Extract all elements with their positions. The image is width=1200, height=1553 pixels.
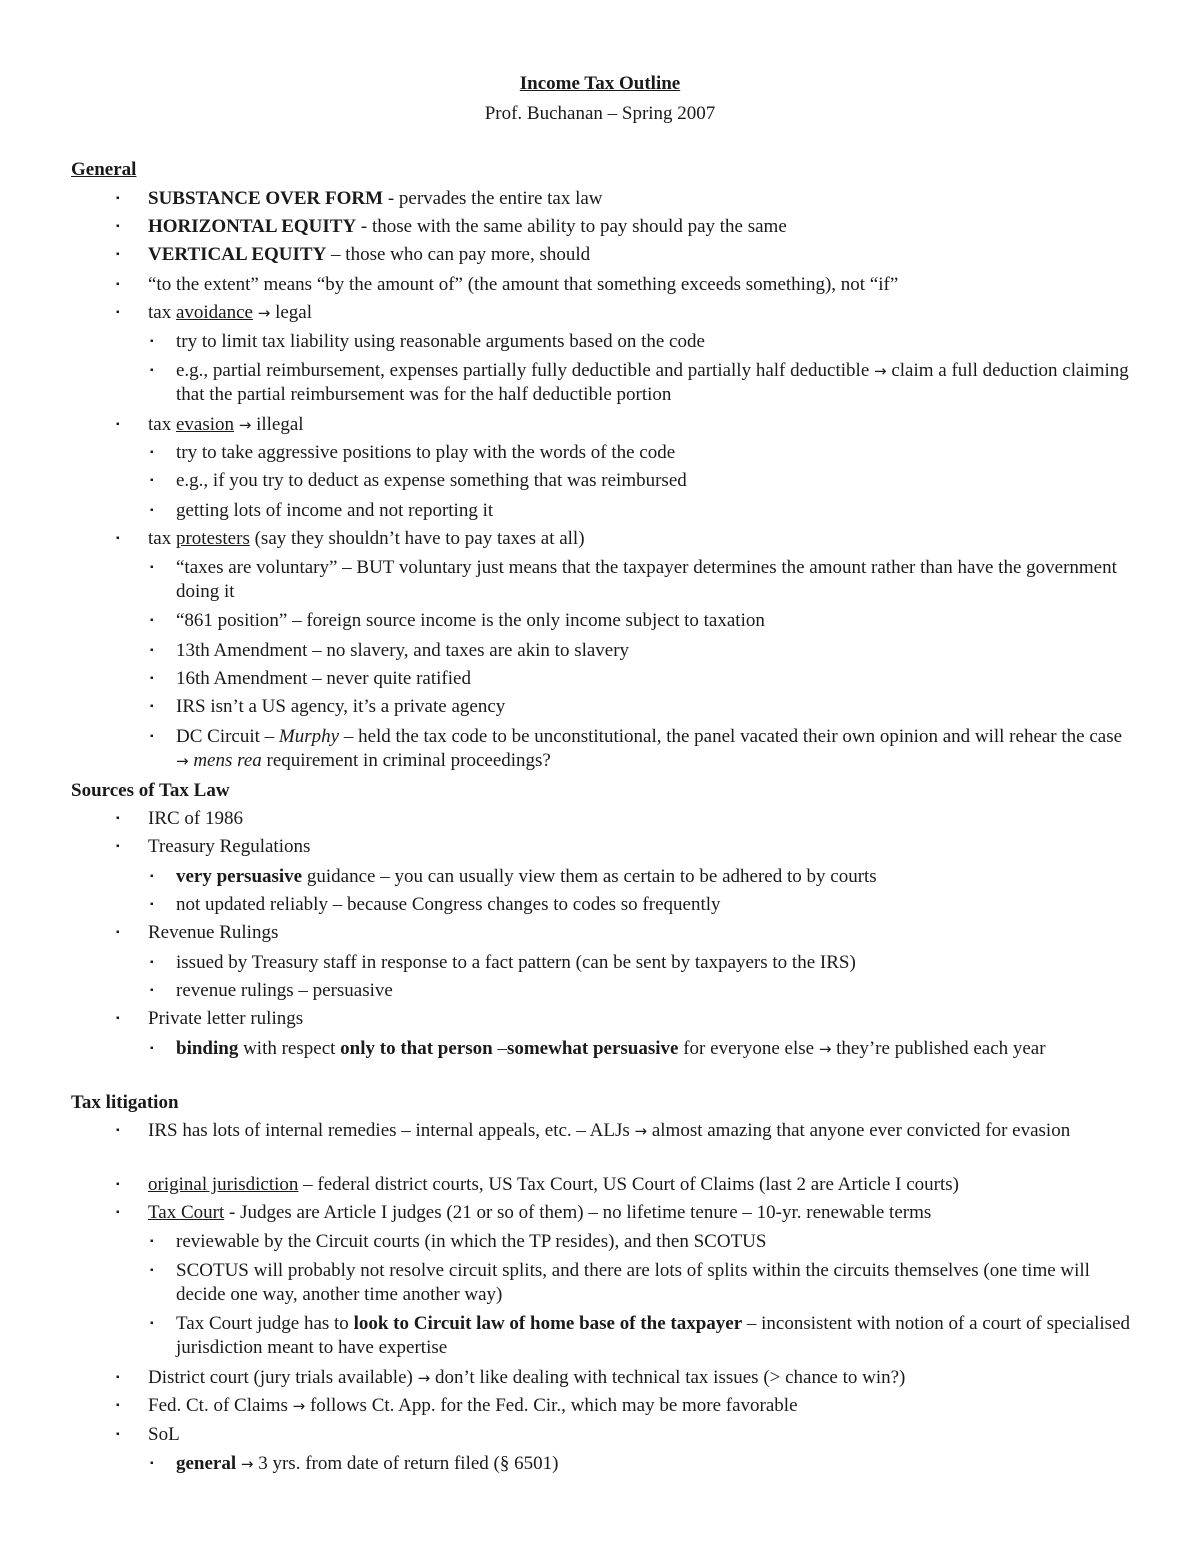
arrow-icon: → <box>238 416 252 434</box>
bullet-marker: ▪ <box>150 615 154 626</box>
list-item: District court (jury trials available) → don’t like dealing with technical tax issues (> chance to win?) <box>148 1367 906 1388</box>
list-item: not updated reliably – because Congress changes to codes so frequently <box>176 894 721 915</box>
list-item: 16th Amendment – never quite ratified <box>176 668 471 689</box>
bullet-marker: ▪ <box>116 1429 120 1440</box>
arrow-icon: → <box>874 362 887 380</box>
list-item: Tax Court - Judges are Article I judges (21 or so of them) – no lifetime tenure – 10-yr. renewable terms <box>148 1202 932 1223</box>
bullet-marker: ▪ <box>150 871 154 882</box>
list-item: Fed. Ct. of Claims → follows Ct. App. for the Fed. Cir., which may be more favorable <box>148 1395 798 1416</box>
list-item: issued by Treasury staff in response to a fact pattern (can be sent by taxpayers to the IRS) <box>176 952 856 973</box>
bullet-marker: ▪ <box>150 1458 154 1469</box>
bullet-marker: ▪ <box>116 221 120 232</box>
bullet-marker: ▪ <box>116 927 120 938</box>
bullet-marker: ▪ <box>150 365 154 376</box>
list-item: “861 position” – foreign source income is the only income subject to taxation <box>176 610 765 631</box>
list-item: revenue rulings – persuasive <box>176 980 393 1001</box>
bullet-marker: ▪ <box>116 419 120 430</box>
bullet-marker: ▪ <box>116 533 120 544</box>
arrow-icon: → <box>634 1122 648 1140</box>
bullet-marker: ▪ <box>150 336 154 347</box>
bullet-marker: ▪ <box>116 1013 120 1024</box>
list-item: general → 3 yrs. from date of return filed (§ 6501) <box>176 1453 559 1474</box>
list-item: Treasury Regulations <box>148 836 311 857</box>
page-subtitle: Prof. Buchanan – Spring 2007 <box>484 103 716 124</box>
arrow-icon: → <box>257 304 271 322</box>
bullet-marker: ▪ <box>150 1236 154 1247</box>
bullet-marker: ▪ <box>116 1207 120 1218</box>
bullet-marker: ▪ <box>150 475 154 486</box>
bullet-marker: ▪ <box>150 1265 154 1276</box>
section-heading-sources: Sources of Tax Law <box>71 780 230 801</box>
bullet-marker: ▪ <box>150 1043 154 1054</box>
list-item: Tax Court judge has to look to Circuit law of home base of the taxpayer – inconsistent with notion of a court of specialised jurisdiction meant to have expertise <box>176 1313 1130 1358</box>
arrow-icon: → <box>818 1040 832 1058</box>
list-item: try to limit tax liability using reasonable arguments based on the code <box>176 331 705 352</box>
bullet-marker: ▪ <box>150 562 154 573</box>
page-title: Income Tax Outline <box>519 73 681 94</box>
list-item: IRC of 1986 <box>148 808 243 829</box>
list-item: e.g., partial reimbursement, expenses partially fully deductible and partially half deductible → claim a full deduction claiming that the partial reimbursement was for the half deductible portion <box>176 360 1129 405</box>
list-item: very persuasive guidance – you can usually view them as certain to be adhered to by courts <box>176 866 877 887</box>
list-item: Private letter rulings <box>148 1008 304 1029</box>
list-item: SUBSTANCE OVER FORM - pervades the entire tax law <box>148 188 603 209</box>
arrow-icon: → <box>417 1369 431 1387</box>
list-item: VERTICAL EQUITY – those who can pay more, should <box>148 244 591 265</box>
bullet-marker: ▪ <box>116 813 120 824</box>
bullet-marker: ▪ <box>116 1400 120 1411</box>
bullet-marker: ▪ <box>150 1318 154 1329</box>
list-item: “to the extent” means “by the amount of” (the amount that something exceeds something), not “if” <box>148 274 899 295</box>
bullet-marker: ▪ <box>116 1372 120 1383</box>
bullet-marker: ▪ <box>150 957 154 968</box>
bullet-marker: ▪ <box>116 1179 120 1190</box>
list-item: tax evasion → illegal <box>148 414 304 435</box>
list-item: HORIZONTAL EQUITY - those with the same ability to pay should pay the same <box>148 216 787 237</box>
bullet-marker: ▪ <box>150 899 154 910</box>
list-item: e.g., if you try to deduct as expense something that was reimbursed <box>176 470 687 491</box>
bullet-marker: ▪ <box>116 249 120 260</box>
arrow-icon: → <box>176 752 189 770</box>
bullet-marker: ▪ <box>116 307 120 318</box>
bullet-marker: ▪ <box>150 701 154 712</box>
bullet-marker: ▪ <box>150 985 154 996</box>
list-item: original jurisdiction – federal district courts, US Tax Court, US Court of Claims (last 2 are Article I courts) <box>148 1174 959 1195</box>
list-item: SCOTUS will probably not resolve circuit splits, and there are lots of splits within the circuits themselves (one time will decide one way, another time another way) <box>176 1260 1090 1305</box>
list-item: “taxes are voluntary” – BUT voluntary just means that the taxpayer determines the amount rather than have the government doing it <box>176 557 1117 602</box>
list-item: DC Circuit – Murphy – held the tax code to be unconstitutional, the panel vacated their own opinion and will rehear the case → mens rea requirement in criminal proceedings? <box>176 726 1123 771</box>
list-item: SoL <box>148 1424 180 1445</box>
bullet-marker: ▪ <box>116 193 120 204</box>
bullet-marker: ▪ <box>150 505 154 516</box>
arrow-icon: → <box>292 1397 306 1415</box>
bullet-marker: ▪ <box>116 279 120 290</box>
list-item: tax protesters (say they shouldn’t have to pay taxes at all) <box>148 528 585 549</box>
list-item: tax avoidance → legal <box>148 302 312 323</box>
list-item: 13th Amendment – no slavery, and taxes are akin to slavery <box>176 640 630 661</box>
list-item: try to take aggressive positions to play with the words of the code <box>176 442 676 463</box>
section-heading-general: General <box>71 159 137 180</box>
section-heading-litigation: Tax litigation <box>71 1092 179 1113</box>
list-item: reviewable by the Circuit courts (in which the TP resides), and then SCOTUS <box>176 1231 767 1252</box>
bullet-marker: ▪ <box>150 731 154 742</box>
list-item: Revenue Rulings <box>148 922 279 943</box>
list-item: getting lots of income and not reporting it <box>176 500 494 521</box>
bullet-marker: ▪ <box>150 447 154 458</box>
arrow-icon: → <box>240 1455 254 1473</box>
list-item: IRS isn’t a US agency, it’s a private agency <box>176 696 506 717</box>
list-item: binding with respect only to that person –somewhat persuasive for everyone else → they’re published each year <box>176 1038 1046 1059</box>
bullet-marker: ▪ <box>150 673 154 684</box>
bullet-marker: ▪ <box>116 1125 120 1136</box>
list-item: IRS has lots of internal remedies – internal appeals, etc. – ALJs → almost amazing that anyone ever convicted for evasion <box>148 1120 1071 1141</box>
bullet-marker: ▪ <box>116 841 120 852</box>
bullet-marker: ▪ <box>150 645 154 656</box>
